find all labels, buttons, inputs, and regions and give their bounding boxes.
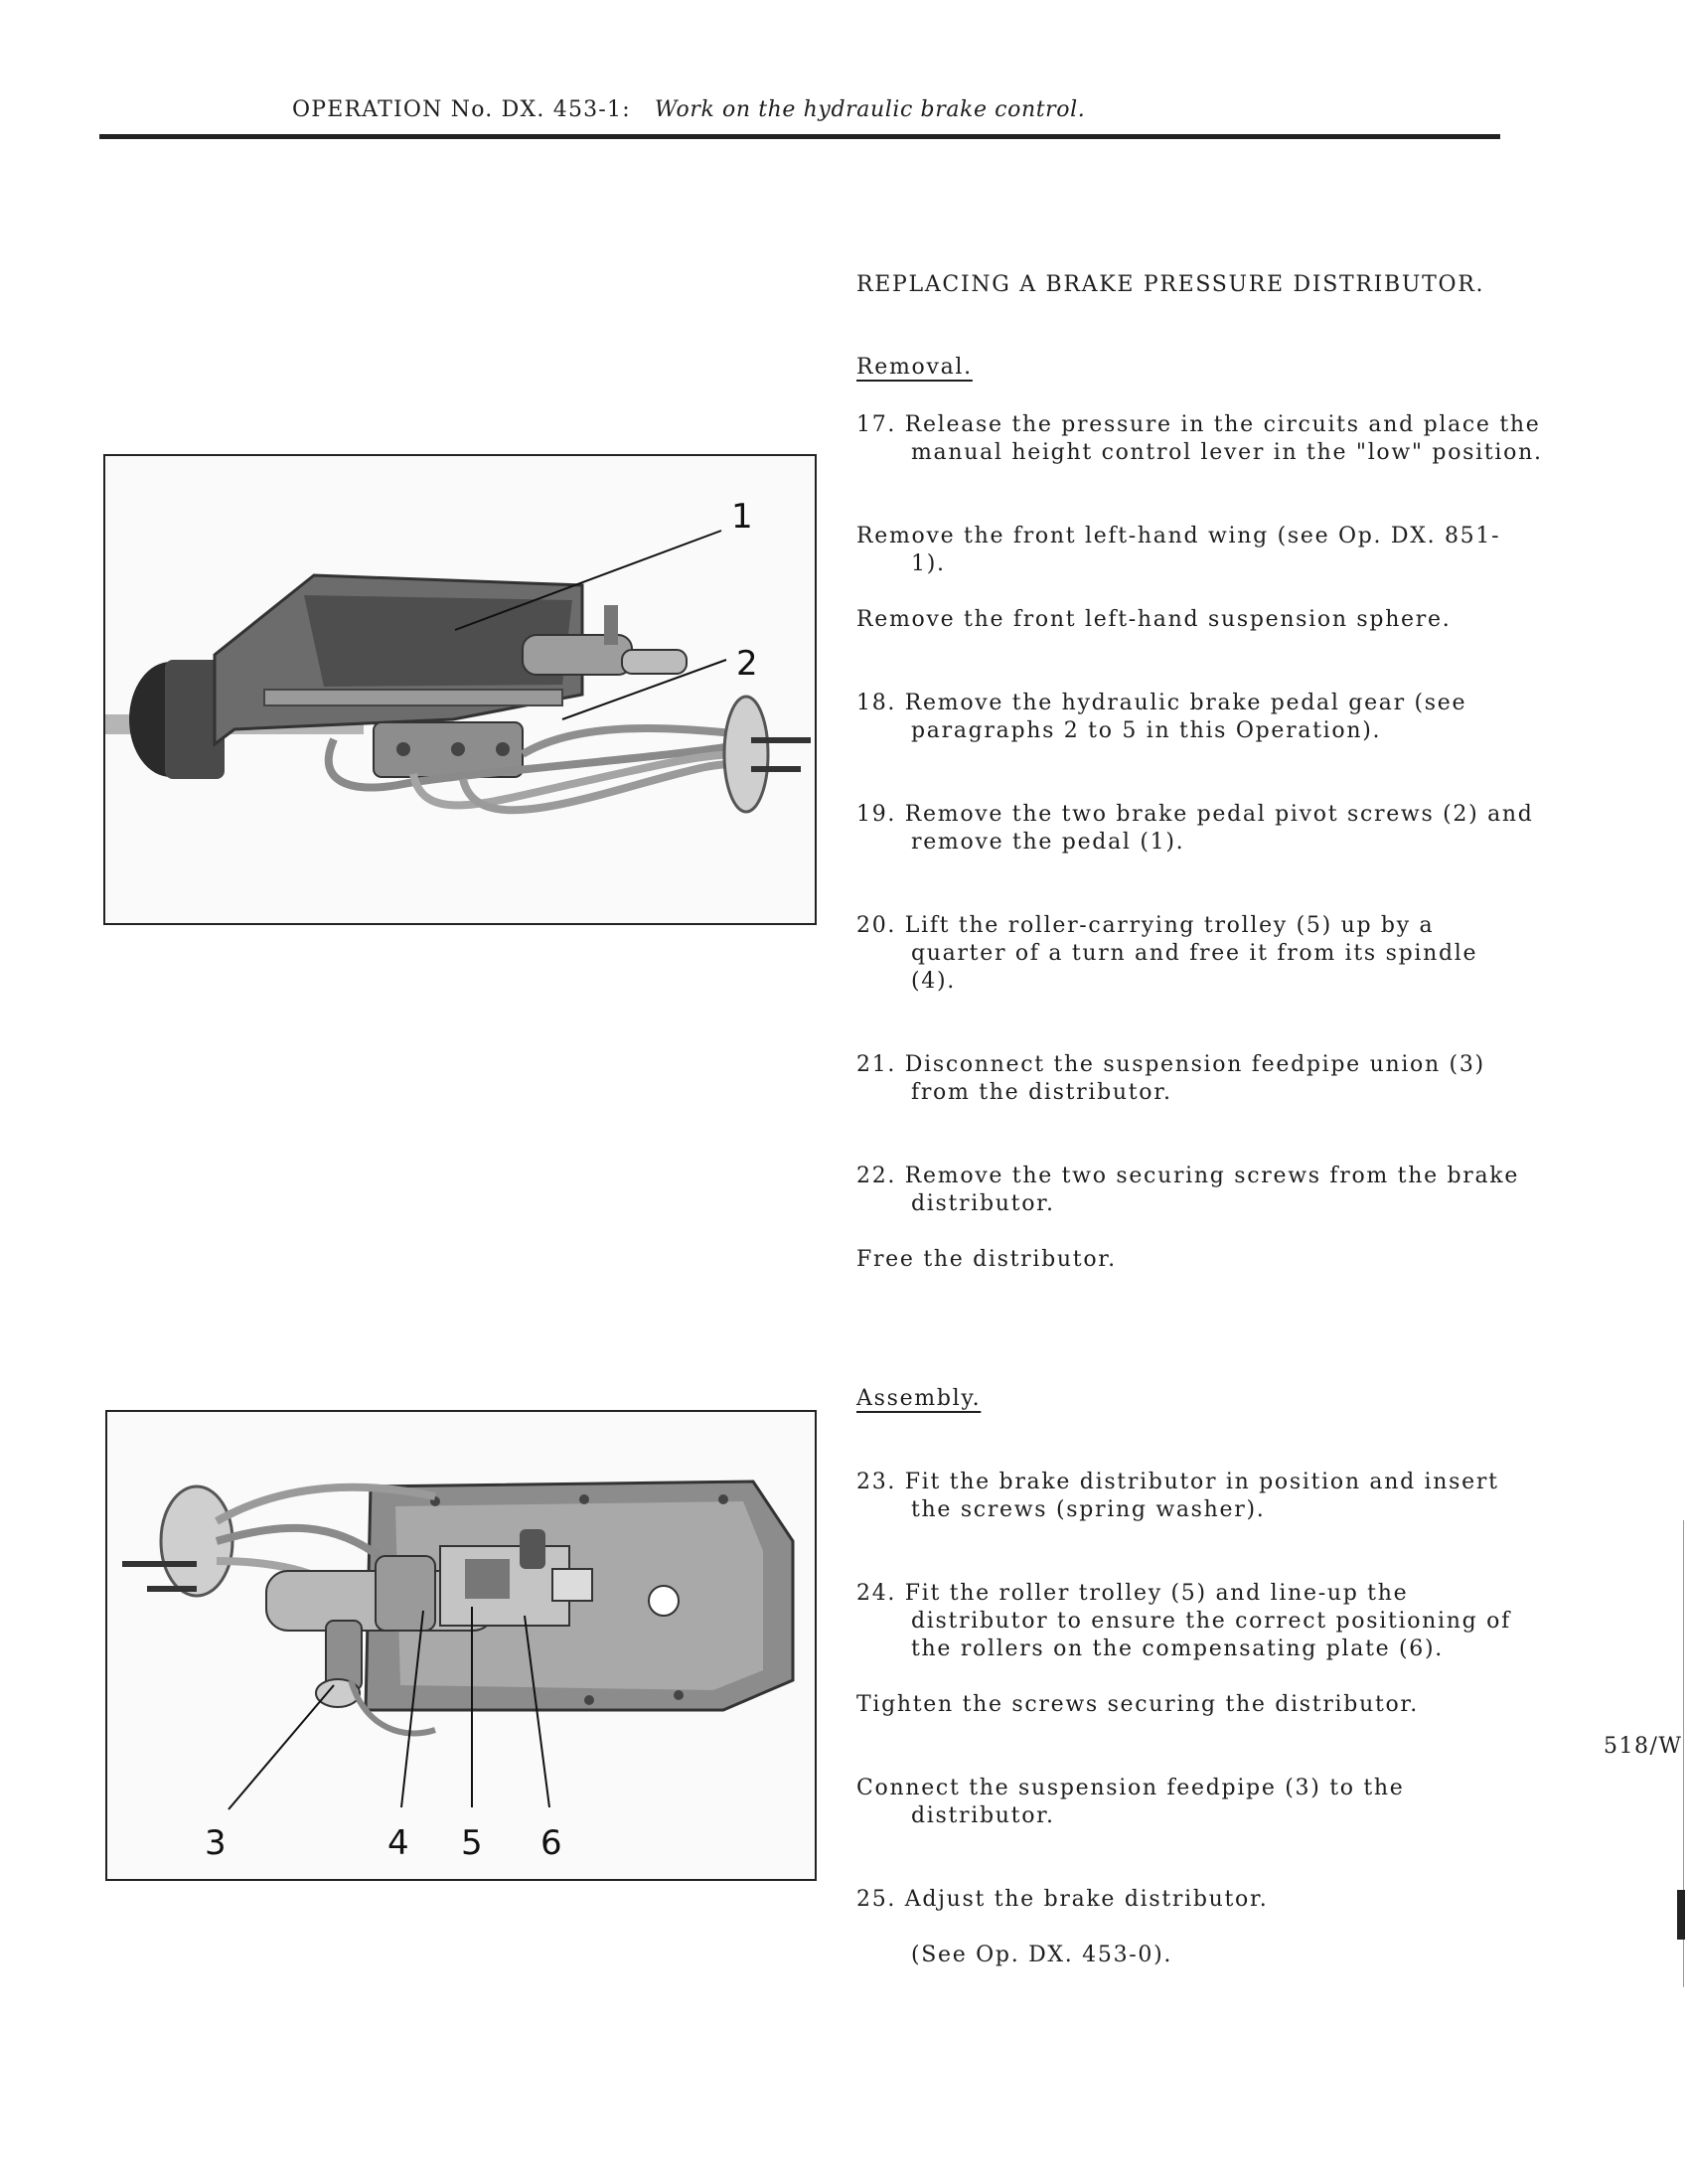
- figure-distributor: [105, 1410, 817, 1881]
- step-connect-feedpipe: Connect the suspension feedpipe (3) to the distributor.: [856, 1776, 1405, 1828]
- assembly-heading: Assembly.: [856, 1386, 982, 1411]
- step-17: 17. Release the pressure in the circuits and place the manual height control lever in the "low" position.: [856, 412, 1543, 465]
- figure-callout-3: 3: [205, 1823, 227, 1863]
- step-22: 22. Remove the two securing screws from the brake distributor.: [856, 1164, 1520, 1216]
- binding-edge-mark: [1677, 1890, 1685, 1940]
- figure-callout-5: 5: [461, 1823, 483, 1863]
- figure-callout-6: 6: [540, 1823, 562, 1863]
- step-tighten-screws: Tighten the screws securing the distributor.: [856, 1692, 1419, 1717]
- step-free-distributor: Free the distributor.: [856, 1247, 1117, 1272]
- step-remove-wing: Remove the front left-hand wing (see Op. DX. 851-1).: [856, 524, 1501, 576]
- step-20: 20. Lift the roller-carrying trolley (5) up by a quarter of a turn and free it from its spindle (4).: [856, 913, 1478, 994]
- step-18: 18. Remove the hydraulic brake pedal gear (see paragraphs 2 to 5 in this Operation).: [856, 691, 1467, 743]
- figure-pedal-gear-illustration: [105, 456, 815, 923]
- header-rule: [99, 134, 1500, 139]
- figure-callout-1: 1: [731, 497, 753, 537]
- step-21: 21. Disconnect the suspension feedpipe union (3) from the distributor.: [856, 1052, 1485, 1105]
- step-25-reference: (See Op. DX. 453-0).: [911, 1943, 1173, 1967]
- operation-code: OPERATION No. DX. 453-1:: [292, 97, 631, 122]
- figure-callout-4: 4: [387, 1823, 409, 1863]
- figure-distributor-illustration: [107, 1412, 815, 1879]
- page-header: [99, 97, 1500, 122]
- step-23: 23. Fit the brake distributor in position and insert the screws (spring washer).: [856, 1470, 1499, 1522]
- figure-callout-2: 2: [736, 644, 758, 684]
- section-title: REPLACING A BRAKE PRESSURE DISTRIBUTOR.: [856, 272, 1485, 297]
- step-24: 24. Fit the roller trolley (5) and line-up the distributor to ensure the correct positioning of the rollers on the compensating plate (6).: [856, 1581, 1511, 1661]
- step-25: 25. Adjust the brake distributor.: [856, 1887, 1269, 1912]
- step-19: 19. Remove the two brake pedal pivot screws (2) and remove the pedal (1).: [856, 802, 1534, 855]
- operation-title: Work on the hydraulic brake control.: [654, 97, 1086, 122]
- figure-pedal-gear: [103, 454, 817, 925]
- step-remove-sphere: Remove the front left-hand suspension sphere.: [856, 607, 1452, 632]
- page-number: 518/W: [1604, 1734, 1683, 1759]
- removal-heading: Removal.: [856, 355, 973, 380]
